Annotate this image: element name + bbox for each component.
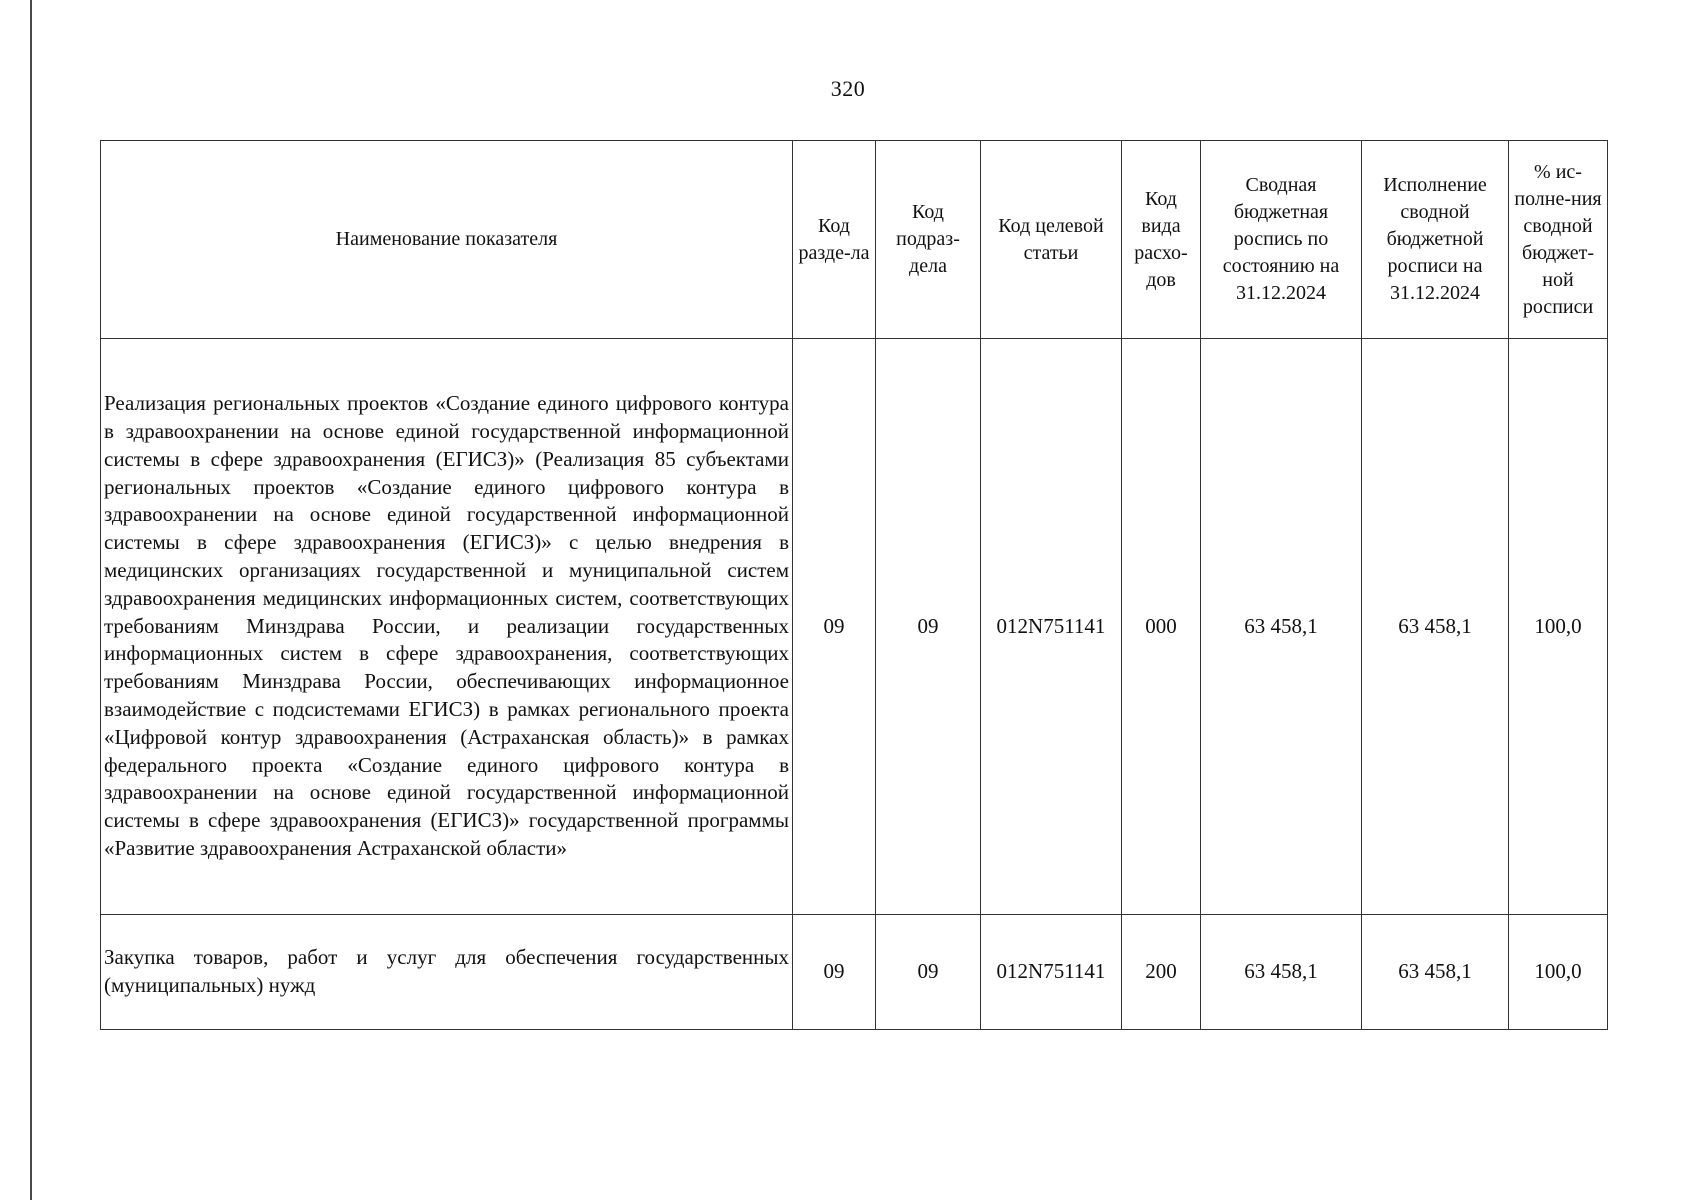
header-subsection-code: Код подраз-дела: [876, 141, 981, 339]
header-budget-execution: Исполнение сводной бюджетной росписи на 31.12.2024: [1362, 141, 1509, 339]
cell-budget-execution: 63 458,1: [1362, 915, 1509, 1030]
cell-expense-type-code: 200: [1122, 915, 1201, 1030]
budget-execution-table: [100, 140, 1608, 1030]
header-indicator-name: Наименование показателя: [101, 141, 793, 339]
header-expense-type-code: Код вида расхо-дов: [1122, 141, 1201, 339]
cell-budget-execution: 63 458,1: [1362, 339, 1509, 915]
table-header-row: [101, 141, 1608, 339]
cell-execution-percent: 100,0: [1509, 915, 1608, 1030]
left-margin-rule: [30, 0, 32, 1200]
cell-expense-type-code: 000: [1122, 339, 1201, 915]
cell-subsection-code: 09: [876, 339, 981, 915]
header-execution-percent: % ис-полне-ния сводной бюджет-ной росписи: [1509, 141, 1608, 339]
cell-execution-percent: 100,0: [1509, 339, 1608, 915]
cell-target-item-code: 012N751141: [981, 339, 1122, 915]
cell-subsection-code: 09: [876, 915, 981, 1030]
cell-target-item-code: 012N751141: [981, 915, 1122, 1030]
header-target-item-code: Код целевой статьи: [981, 141, 1122, 339]
cell-budget-plan: 63 458,1: [1201, 915, 1362, 1030]
table-row: [101, 915, 1608, 1030]
cell-section-code: 09: [793, 915, 876, 1030]
cell-section-code: 09: [793, 339, 876, 915]
header-section-code: Код разде-ла: [793, 141, 876, 339]
cell-budget-plan: 63 458,1: [1201, 339, 1362, 915]
table-row: [101, 339, 1608, 915]
cell-indicator-name: Закупка товаров, работ и услуг для обеспечения государственных (муниципальных) нужд: [101, 915, 793, 1030]
cell-indicator-name: Реализация региональных проектов «Создание единого цифрового контура в здравоохранении на основе единой государственной информационной системы в сфере здравоохранения (ЕГИСЗ)» (Реализация 85 субъектами региональных проектов «Создание единого цифрового контура в здравоохранении на основе единой государственной информационной системы в сфере здравоохранения (ЕГИСЗ)» с целью внедрения в медицинских организациях государственной и муниципальной систем здравоохранения медицинских информационных систем, соответствующих требованиям Минздрава России, и реализации государственных информационных систем в сфере здравоохранения, соответствующих требованиям Минздрава России, обеспечивающих информационное взаимодействие с подсистемами ЕГИСЗ) в рамках регионального проекта «Цифровой контур здравоохранения (Астраханская область)» в рамках федерального проекта «Создание единого цифрового контура в здравоохранении на основе единой государственной информационной системы в сфере здравоохранения (ЕГИСЗ)» государственной программы «Развитие здравоохранения Астраханской области»: [101, 339, 793, 915]
header-budget-plan: Сводная бюджетная роспись по состоянию на 31.12.2024: [1201, 141, 1362, 339]
page-number: 320: [830, 76, 866, 101]
